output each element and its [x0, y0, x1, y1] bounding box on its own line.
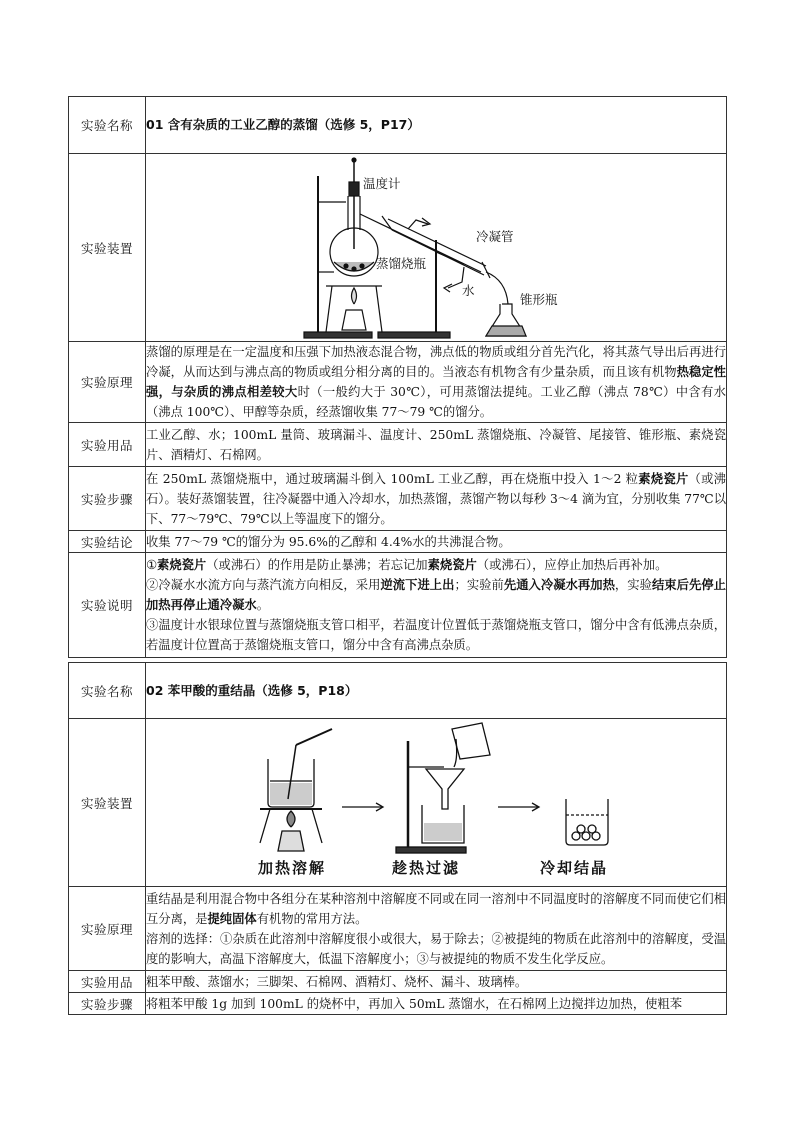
- row-label-principle: 实验原理: [69, 342, 146, 423]
- caption-hot-filter: 趁热过滤: [392, 859, 461, 877]
- label-thermometer: 温度计: [363, 176, 401, 191]
- distillation-apparatus-diagram: [146, 154, 729, 341]
- distillation-figure-cell: [146, 154, 727, 342]
- notes-text: [146, 553, 727, 658]
- principle-text-2: 重结晶是利用混合物中各组分在某种溶剂中溶解度不同或在同一溶剂中不同温度时的溶解度不同而使它们相互分离，是提纯固体有机物的常用方法。 溶剂的选择：①杂质在此溶剂中溶解度很小或很大，易于除去；②被提纯的物质在此溶剂中的溶解度，受温度的影响大，高温下溶解度大，低温下溶解度小；③与被提纯的物质不发生化学反应。: [146, 887, 727, 971]
- supplies-text-2: 粗苯甲酸、蒸馏水；三脚架、石棉网、酒精灯、烧杯、漏斗、玻璃棒。: [146, 971, 727, 993]
- row-label-apparatus: 实验装置: [69, 154, 146, 342]
- row-label-apparatus-2: 实验装置: [69, 719, 146, 887]
- note-3: ③温度计水银球位置与蒸馏烧瓶支管口相平，若温度计位置低于蒸馏烧瓶支管口，馏分中含有低沸点杂质，若温度计位置高于蒸馏烧瓶支管口，馏分中含有高沸点杂质。: [146, 618, 726, 652]
- label-water: 水: [462, 283, 475, 298]
- row-label-conclusion: 实验结论: [69, 531, 146, 553]
- row-label-steps-2: 实验步骤: [69, 993, 146, 1015]
- caption-cool-crystallize: 冷却结晶: [540, 859, 609, 877]
- recrystallization-figure-cell: [146, 719, 727, 887]
- label-distilling-flask: 蒸馏烧瓶: [376, 256, 427, 271]
- steps-text: 在 250mL 蒸馏烧瓶中，通过玻璃漏斗倒入 100mL 工业乙醇，再在烧瓶中投入 1～2 粒素烧瓷片（或沸石）。装好蒸馏装置，往冷凝器中通入冷却水，加热蒸馏，蒸馏产物以每秒 3～4 滴为宜，分别收集 77℃以下、77～79℃、79℃以上等温度下的馏分。: [146, 467, 727, 531]
- experiment-table-2: [68, 662, 727, 1015]
- row-label-principle-2: 实验原理: [69, 887, 146, 971]
- label-erlenmeyer-flask: 锥形瓶: [520, 292, 558, 307]
- note-2: ②冷凝水水流方向与蒸汽流方向相反，采用逆流下进上出；实验前先通入冷凝水再加热，实验结束后先停止加热再停止通冷凝水。: [146, 577, 726, 612]
- label-condenser: 冷凝管: [476, 229, 514, 244]
- row-label-name: 实验名称: [69, 97, 146, 154]
- supplies-text: 工业乙醇、水；100mL 量筒、玻璃漏斗、温度计、250mL 蒸馏烧瓶、冷凝管、尾接管、锥形瓶、素烧瓷片、酒精灯、石棉网。: [146, 423, 727, 467]
- conclusion-text: 收集 77～79 ℃的馏分为 95.6%的乙醇和 4.4%水的共沸混合物。: [146, 531, 727, 553]
- row-label-notes: 实验说明: [69, 553, 146, 658]
- experiment-title-2: 02 苯甲酸的重结晶（选修 5，P18）: [146, 663, 727, 719]
- row-label-supplies: 实验用品: [69, 423, 146, 467]
- steps-text-2: 将粗苯甲酸 1g 加到 100mL 的烧杯中，再加入 50mL 蒸馏水，在石棉网上边搅拌边加热，使粗苯: [146, 993, 727, 1015]
- row-label-supplies-2: 实验用品: [69, 971, 146, 993]
- row-label-name-2: 实验名称: [69, 663, 146, 719]
- experiment-title: 01 含有杂质的工业乙醇的蒸馏（选修 5，P17）: [146, 97, 727, 154]
- experiment-table-1: [68, 96, 727, 658]
- row-label-steps: 实验步骤: [69, 467, 146, 531]
- caption-heat-dissolve: 加热溶解: [258, 859, 327, 877]
- principle-text: 蒸馏的原理是在一定温度和压强下加热液态混合物，沸点低的物质或组分首先汽化，将其蒸气导出后再进行冷凝，从而达到与沸点高的物质或组分相分离的目的。当液态有机物含有少量杂质，而且该有机物热稳定性强，与杂质的沸点相差较大时（一般约大于 30℃），可用蒸馏法提纯。工业乙醇（沸点 78℃）中含有水（沸点 100℃）、甲醇等杂质，经蒸馏收集 77～79 ℃的馏分。: [146, 342, 727, 423]
- note-1: ①素烧瓷片（或沸石）的作用是防止暴沸；若忘记加素烧瓷片（或沸石），应停止加热后再补加。: [146, 557, 668, 572]
